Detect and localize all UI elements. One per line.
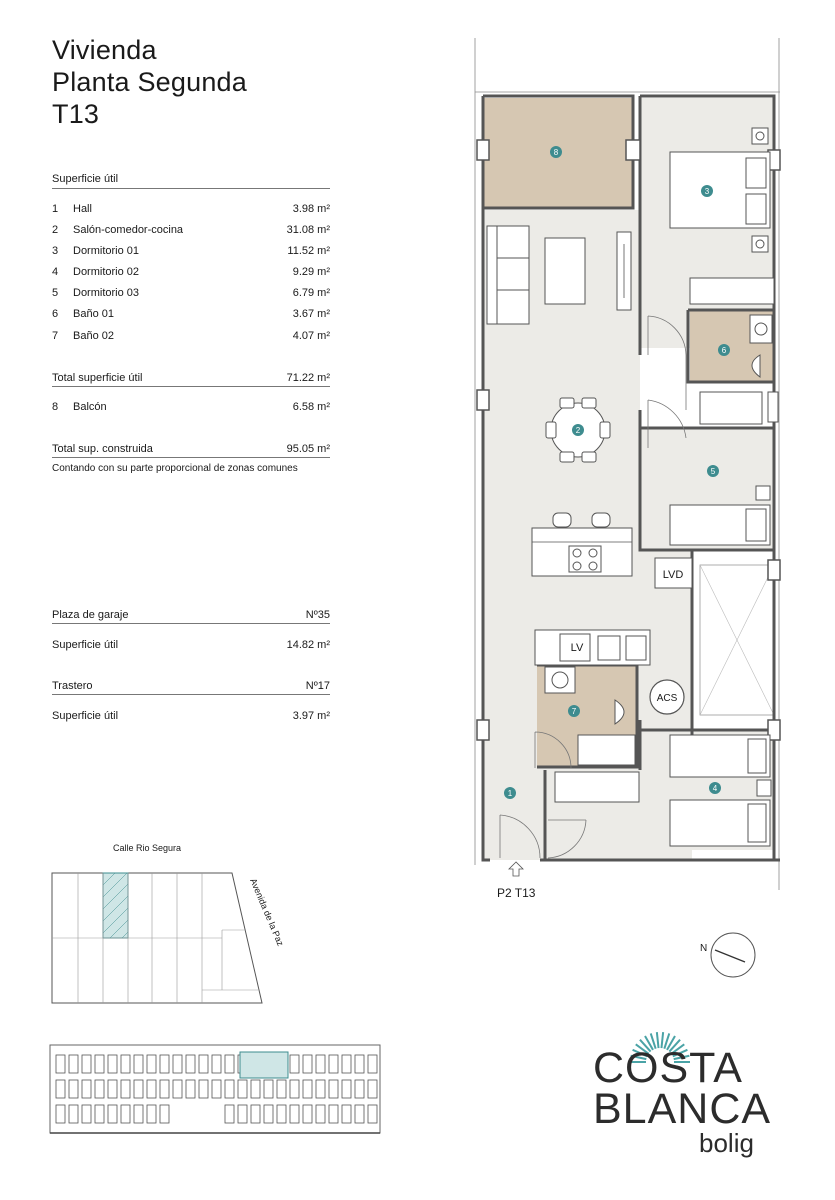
marker-number: 5 — [710, 467, 716, 476]
elevation-window — [264, 1105, 273, 1123]
elevation-window — [82, 1055, 91, 1073]
room-area: 9.29 m² — [292, 266, 330, 278]
room-number: 5 — [52, 287, 59, 299]
garage-row — [52, 609, 330, 624]
logo-line-3: bolig — [699, 1128, 754, 1158]
marker-number: 2 — [575, 426, 581, 435]
elevation-window — [316, 1105, 325, 1123]
elevation-window — [277, 1080, 286, 1098]
storage-row — [52, 680, 330, 695]
total-built-value: 95.05 m² — [286, 443, 330, 455]
elevation-window — [186, 1080, 195, 1098]
elevation-window — [225, 1105, 234, 1123]
marker-number: 1 — [507, 789, 513, 798]
elevation-window — [316, 1080, 325, 1098]
garage-label: Plaza de garaje — [52, 609, 129, 621]
elevation-window — [238, 1105, 247, 1123]
elevation-window — [95, 1105, 104, 1123]
marker-number: 8 — [553, 148, 559, 157]
elevation-window — [160, 1055, 169, 1073]
room-number: 6 — [52, 308, 59, 320]
elevation-window — [82, 1080, 91, 1098]
storage-surface-label: Superficie útil — [52, 710, 119, 722]
elevation-window — [121, 1105, 130, 1123]
elevation-window — [303, 1080, 312, 1098]
costa-blanca-logo — [588, 1022, 778, 1162]
elevation-window — [342, 1055, 351, 1073]
room-row — [52, 266, 330, 282]
elevation-window — [69, 1105, 78, 1123]
garage-surface-value: 14.82 m² — [286, 639, 330, 651]
floor-plan — [460, 30, 790, 890]
garage-surface-label: Superficie útil — [52, 639, 119, 651]
room-area: 31.08 m² — [286, 224, 330, 236]
room-name: Baño 01 — [73, 308, 114, 320]
elevation-window — [329, 1055, 338, 1073]
room-name: Hall — [73, 203, 92, 215]
lvd-label: LVD — [662, 569, 684, 581]
room-name: Balcón — [73, 401, 107, 413]
room-area: 6.79 m² — [292, 287, 330, 299]
elevation-window — [108, 1080, 117, 1098]
elevation-window — [173, 1055, 182, 1073]
elevation-window — [225, 1055, 234, 1073]
elevation-window — [290, 1105, 299, 1123]
elevation-window — [368, 1055, 377, 1073]
elevation-window — [212, 1080, 221, 1098]
elevation-window — [329, 1105, 338, 1123]
room-area: 3.67 m² — [292, 308, 330, 320]
room-number: 1 — [52, 203, 59, 215]
room-row — [52, 287, 330, 303]
compass — [690, 925, 770, 985]
marker-number: 4 — [712, 784, 718, 793]
room-row — [52, 308, 330, 324]
elevation-window — [95, 1080, 104, 1098]
elevation-window — [134, 1080, 143, 1098]
elevation-window — [56, 1105, 65, 1123]
elevation-window — [342, 1105, 351, 1123]
elevation-window — [277, 1105, 286, 1123]
room-name: Dormitorio 02 — [73, 266, 140, 278]
room-name: Baño 02 — [73, 330, 114, 342]
room-row — [52, 203, 330, 219]
room-area: 11.52 m² — [287, 245, 330, 257]
storage-surface-row — [52, 710, 330, 726]
total-built-label: Total sup. construida — [52, 443, 153, 455]
room-name: Dormitorio 03 — [73, 287, 140, 299]
room-row — [52, 224, 330, 240]
room-row — [52, 245, 330, 261]
street-label-avenida-paz: Avenida de la Paz — [248, 876, 286, 948]
room-area: 3.98 m² — [292, 203, 330, 215]
logo-line-1: COSTA — [593, 1044, 743, 1092]
lv-label: LV — [570, 642, 584, 654]
elevation-window — [251, 1105, 260, 1123]
elevation-window — [121, 1080, 130, 1098]
elevation-window — [160, 1105, 169, 1123]
elevation-window — [264, 1080, 273, 1098]
elevation-window — [329, 1080, 338, 1098]
elevation-window — [355, 1080, 364, 1098]
common-areas-note: Contando con su parte proporcional de zonas comunes — [52, 463, 298, 474]
elevation-window — [56, 1055, 65, 1073]
title-line-3: T13 — [52, 99, 100, 129]
north-label: N — [700, 943, 708, 954]
surface-heading: Superficie útil — [52, 173, 330, 189]
elevation-window — [95, 1055, 104, 1073]
room-row — [52, 330, 330, 346]
elevation-window — [290, 1055, 299, 1073]
total-useful-row — [52, 372, 330, 387]
room-area: 4.07 m² — [292, 330, 330, 342]
storage-label: Trastero — [52, 680, 93, 692]
elevation-window — [199, 1055, 208, 1073]
elevation-window — [173, 1080, 182, 1098]
acs-label: ACS — [656, 693, 678, 704]
elevation-window — [199, 1080, 208, 1098]
room-number: 8 — [52, 401, 59, 413]
street-label-rio-segura: Calle Rio Segura — [112, 843, 182, 853]
title-line-1: Vivienda — [52, 35, 157, 65]
elevation-window — [251, 1080, 260, 1098]
unit-label: P2 T13 — [497, 886, 536, 900]
room-number: 3 — [52, 245, 59, 257]
total-useful-value: 71.22 m² — [286, 372, 330, 384]
elevation-window — [303, 1055, 312, 1073]
elevation-window — [355, 1055, 364, 1073]
marker-number: 6 — [721, 346, 727, 355]
elevation-window — [238, 1080, 247, 1098]
garage-surface-row — [52, 639, 330, 655]
elevation-window — [69, 1080, 78, 1098]
elevation-window — [160, 1080, 169, 1098]
elevation-window — [108, 1055, 117, 1073]
total-useful-label: Total superficie útil — [52, 372, 143, 384]
elevation-window — [303, 1105, 312, 1123]
elevation-window — [121, 1055, 130, 1073]
garage-number: Nº35 — [305, 609, 330, 621]
elevation-window — [147, 1080, 156, 1098]
room-name: Dormitorio 01 — [73, 245, 140, 257]
elevation-window — [355, 1105, 364, 1123]
elevation-window — [108, 1105, 117, 1123]
room-name: Salón-comedor-cocina — [73, 224, 184, 236]
logo-line-2: BLANCA — [593, 1085, 772, 1133]
page-title — [52, 34, 247, 130]
elevation-window — [212, 1055, 221, 1073]
title-line-2: Planta Segunda — [52, 67, 247, 97]
entrance-arrow-icon — [509, 862, 523, 876]
marker-number: 3 — [704, 187, 710, 196]
elevation-window — [69, 1055, 78, 1073]
elevation-window — [225, 1080, 234, 1098]
elevation-window — [134, 1105, 143, 1123]
site-plan — [40, 840, 290, 1015]
marker-number: 7 — [571, 707, 577, 716]
room-number: 2 — [52, 224, 59, 236]
elevation-window — [342, 1080, 351, 1098]
elevation-window — [134, 1055, 143, 1073]
elevation-window — [186, 1055, 195, 1073]
room-area: 6.58 m² — [292, 401, 330, 413]
elevation-window — [147, 1055, 156, 1073]
elevation-window — [368, 1105, 377, 1123]
elevation-window — [290, 1080, 299, 1098]
elevation-window — [56, 1080, 65, 1098]
total-built-row — [52, 443, 330, 458]
storage-number: Nº17 — [305, 680, 330, 692]
elevation-window — [82, 1105, 91, 1123]
elevation-window — [368, 1080, 377, 1098]
room-number: 4 — [52, 266, 59, 278]
elevation-window — [316, 1055, 325, 1073]
balcony-row — [52, 401, 330, 417]
room-number: 7 — [52, 330, 59, 342]
storage-surface-value: 3.97 m² — [292, 710, 330, 722]
building-elevation — [40, 1035, 385, 1135]
elevation-window — [147, 1105, 156, 1123]
